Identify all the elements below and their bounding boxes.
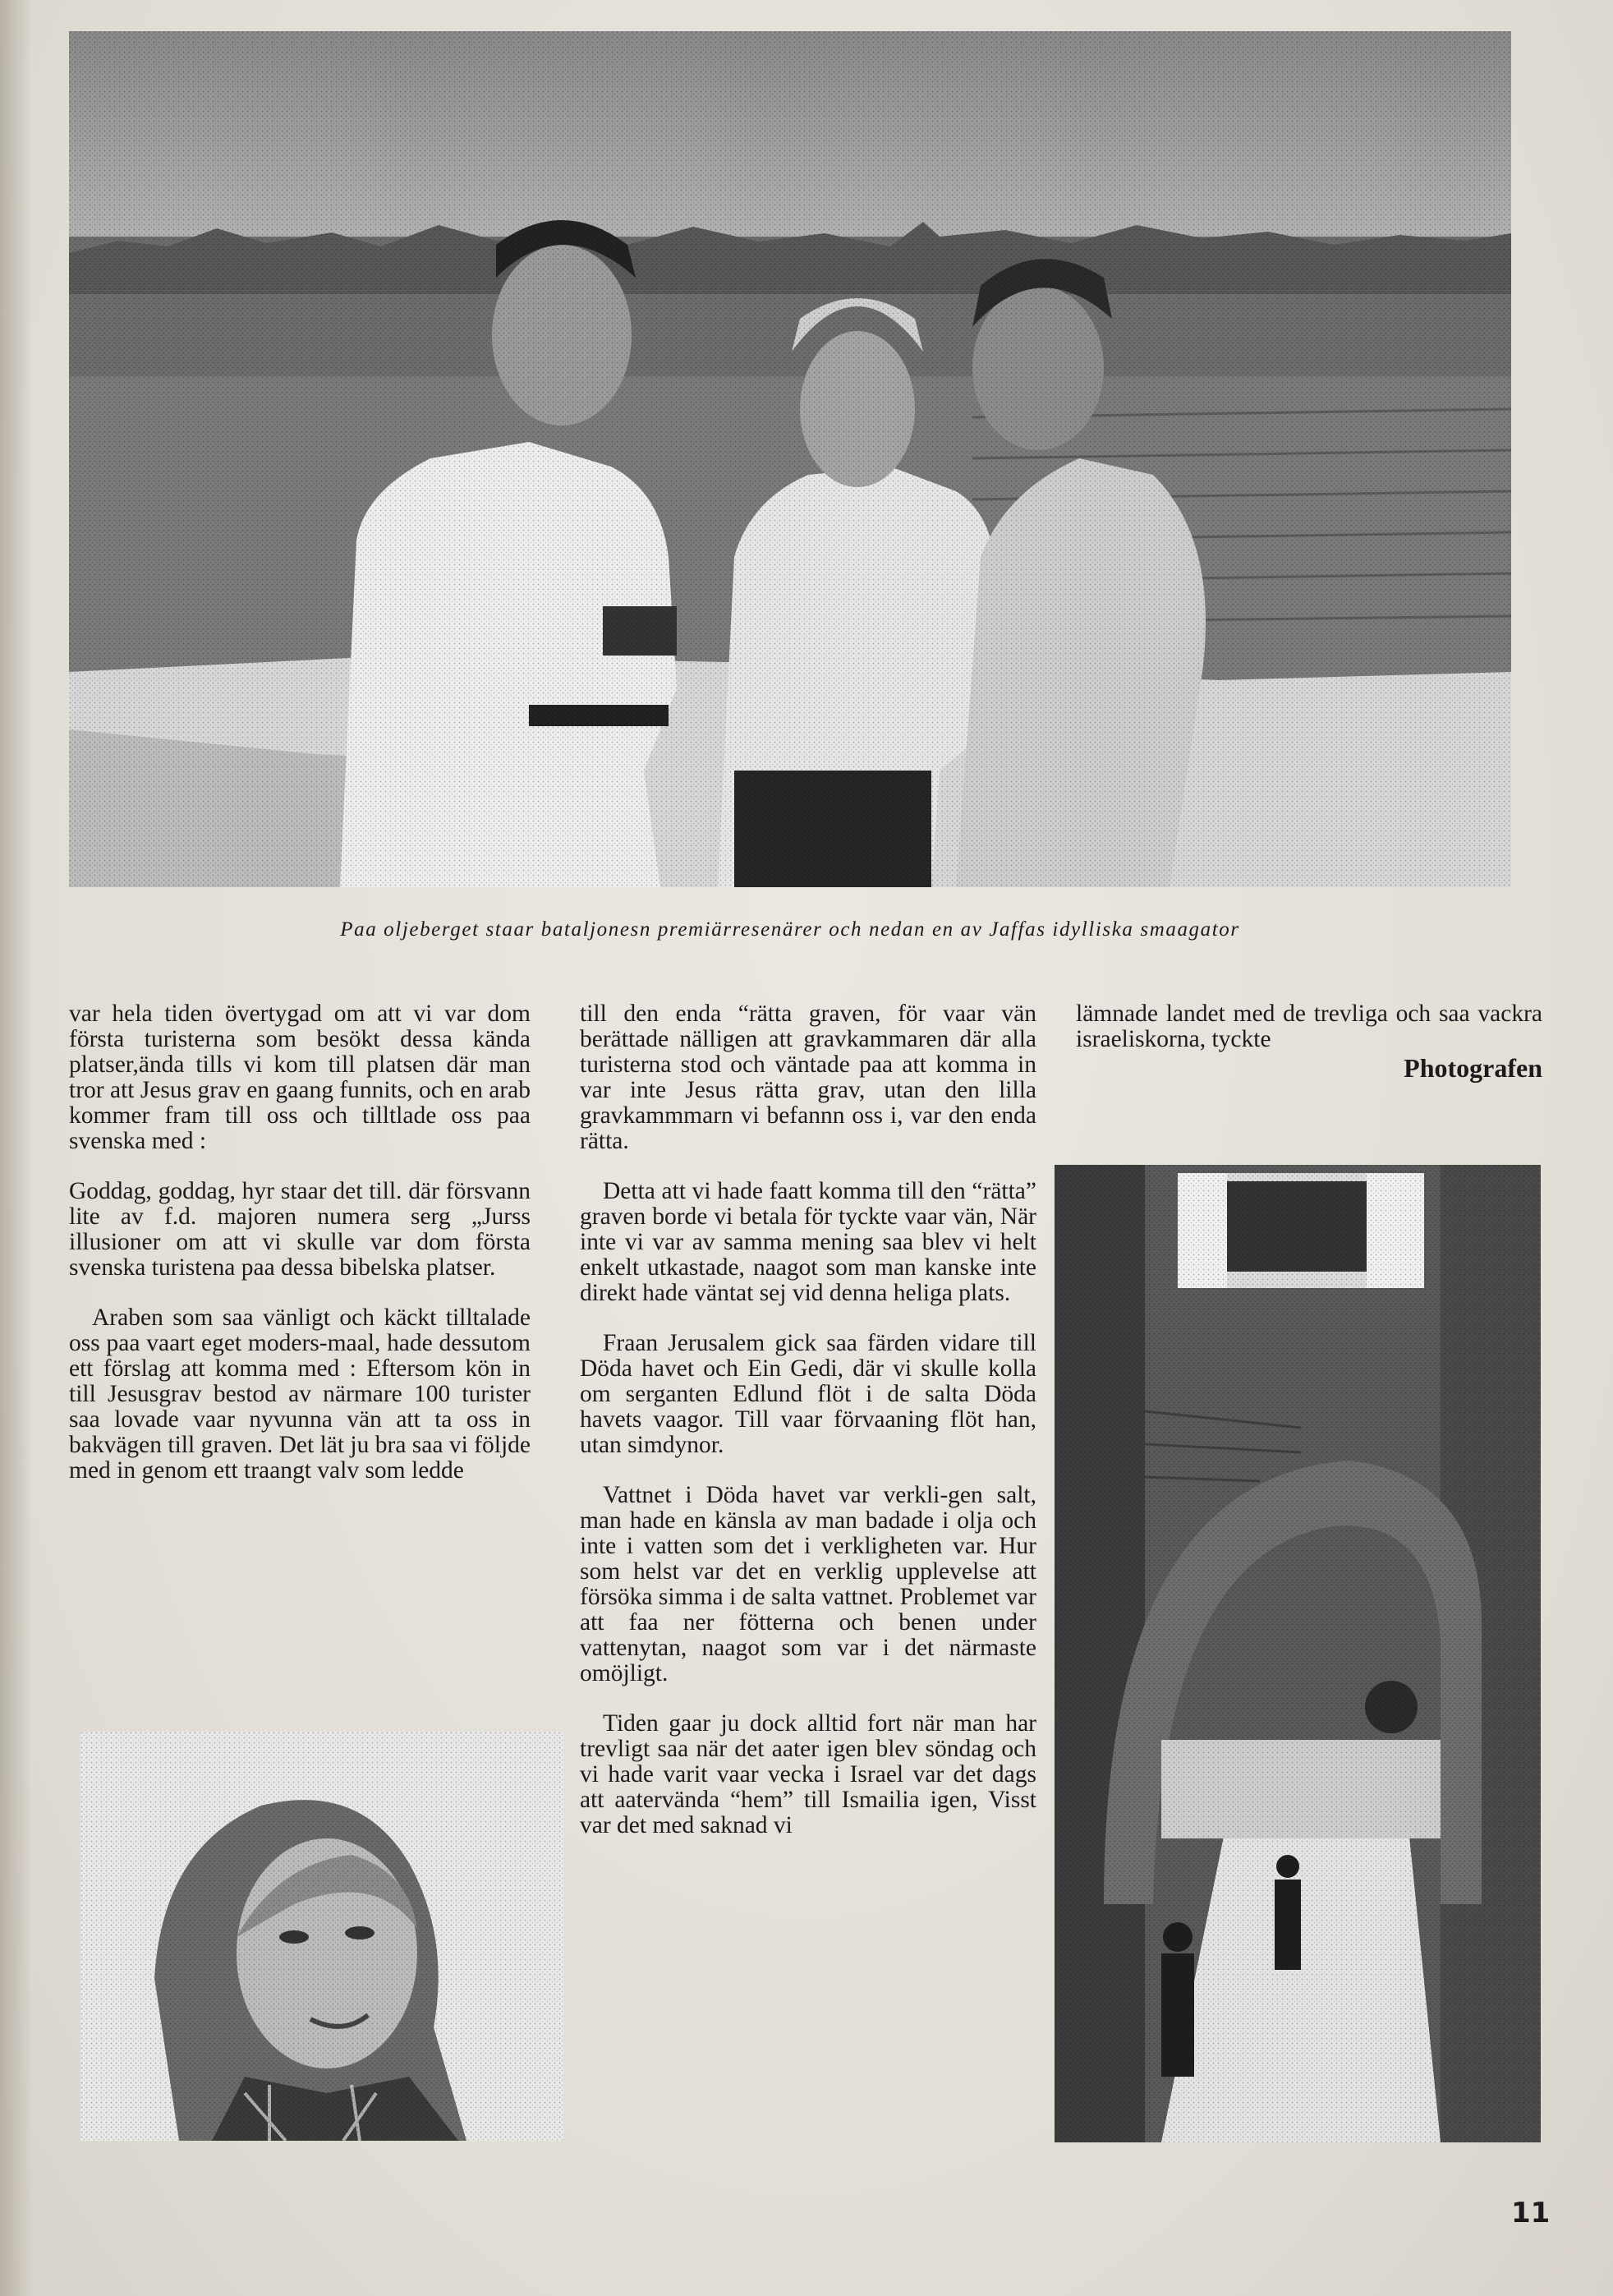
text-column-3 bbox=[1076, 1001, 1542, 1081]
paragraph: lämnade landet med de trevliga och saa vackra israeliskorna, tyckte bbox=[1076, 1001, 1542, 1052]
group-of-three-men-photo bbox=[69, 31, 1511, 887]
text-column-1 bbox=[69, 1001, 531, 1508]
page-number: 11 bbox=[1511, 2197, 1551, 2229]
paragraph: Detta att vi hade faatt komma till den “rätta” graven borde vi betala för tyckte vaar vän, När inte vi var av samma mening saa blev vi helt enkelt utkastade, naagot som man kanske inte direkt hade väntat sej vid denna heliga plats. bbox=[580, 1178, 1036, 1306]
spine-shadow bbox=[0, 0, 33, 2296]
paragraph: Goddag, goddag, hyr staar det till. där försvann lite av f.d. majoren numera serg „Jurss illusioner om att vi skulle var dom första svenska turistena paa dessa bibelska platser. bbox=[69, 1178, 531, 1281]
jaffa-alley-photo bbox=[1055, 1165, 1541, 2142]
paragraph: Tiden gaar ju dock alltid fort när man har trevligt saa när det aater igen blev söndag och vi hade varit vaar vecka i Israel var det dags att aatervända “hem” till Ismailia igen, Visst var det med saknad vi bbox=[580, 1710, 1036, 1838]
top-photo bbox=[69, 31, 1511, 887]
text-column-2 bbox=[580, 1001, 1036, 1863]
paragraph: till den enda “rätta graven, för vaar vän berättade nälligen att gravkammaren där alla turisterna stod och väntade paa att komma in var inte Jesus rätta grav, utan den lilla gravkammmarn vi befannn oss i, var den enda rätta. bbox=[580, 1001, 1036, 1154]
portrait-photo bbox=[80, 1732, 563, 2141]
author-signature: Photografen bbox=[1404, 1053, 1542, 1083]
paragraph: var hela tiden övertygad om att vi var dom första turisterna som besökt dessa kända platser,ända tills vi kom till platsen där man tror att Jesus grav en gaang funnits, och en arab kommer fram till oss och tilltlade oss paa svenska med : bbox=[69, 1001, 531, 1154]
woman-portrait-photo bbox=[80, 1732, 563, 2141]
photo-caption: Paa oljeberget staar bataljonesn premiärresenärer och nedan en av Jaffas idylliska smaagator bbox=[340, 918, 1240, 941]
paragraph: Araben som saa vänligt och käckt tilltalade oss paa vaart eget moders-maal, hade dessutom ett förslag att komma med : Eftersom kön in till Jesusgrav bestod av närmare 100 turister saa lovade vaar nyvunna vän att ta oss in bakvägen till graven. Det lät ju bra saa vi följde med in genom ett traangt valv som ledde bbox=[69, 1304, 531, 1484]
paragraph: Fraan Jerusalem gick saa färden vidare till Döda havet och Ein Gedi, där vi skulle kolla om serganten Edlund flöt i de salta Döda havets vaagor. Till vaar förvaaning flöt han, utan simdynor. bbox=[580, 1330, 1036, 1458]
street-photo bbox=[1055, 1165, 1541, 2142]
paragraph: Vattnet i Döda havet var verkli-gen salt, man hade en känsla av man badade i olja och inte i vatten som det i verkligheten var. Hur som helst var det en verklig upplevelse att försöka simma i de salta vattnet. Problemet var att faa ner fötterna och benen under vattenytan, naagot som var i det närmaste omöjligt. bbox=[580, 1482, 1036, 1686]
